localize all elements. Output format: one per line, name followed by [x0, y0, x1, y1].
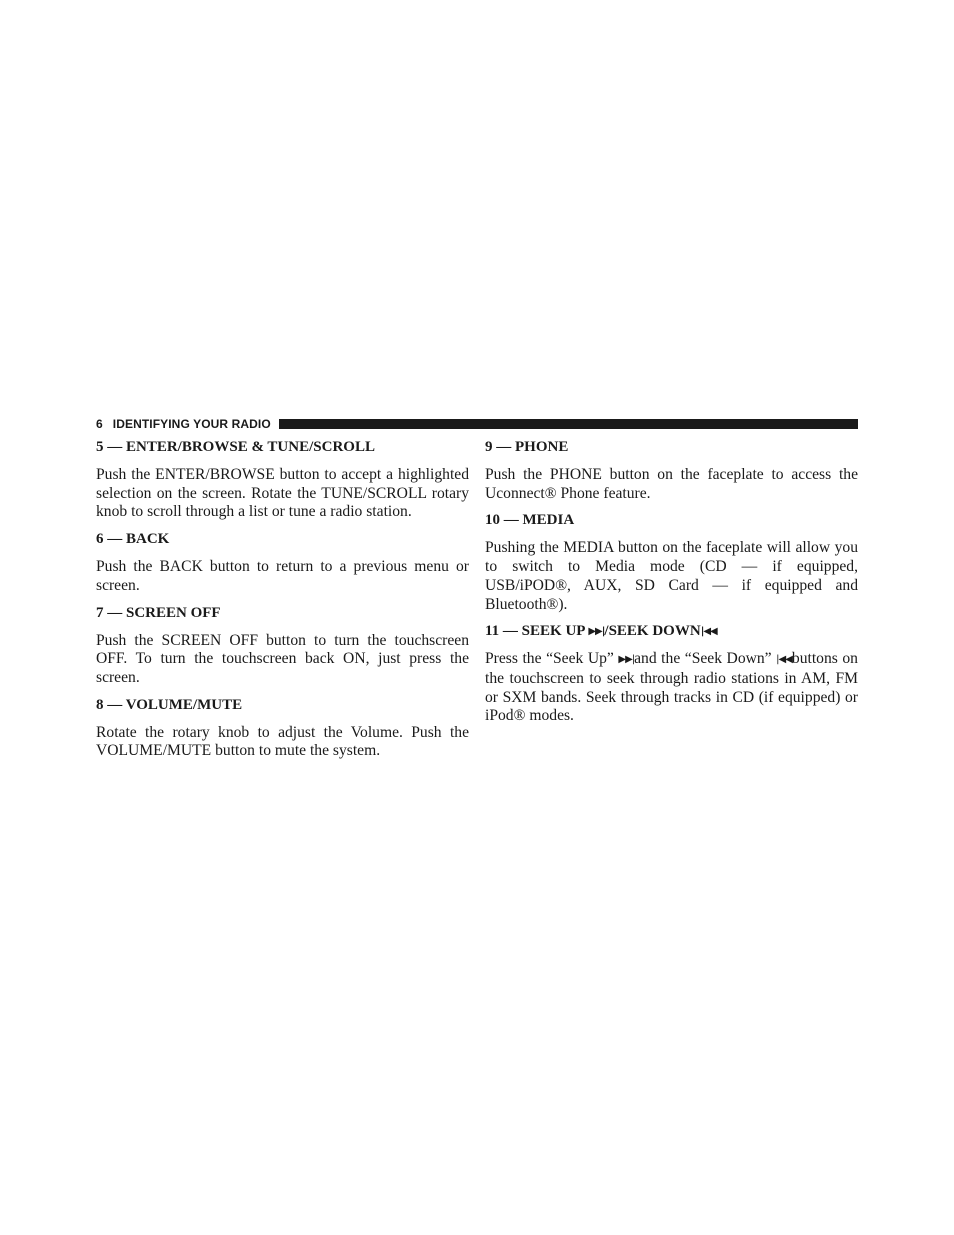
right-column: [485, 438, 858, 734]
section-heading-7: 7 — SCREEN OFF: [96, 604, 221, 621]
body-11-part1: Press the “Seek Up”: [485, 650, 614, 668]
section-heading-10: 10 — MEDIA: [485, 512, 575, 529]
section-body-7: Push the SCREEN OFF button to turn the touchscreen OFF. To turn the touchscreen back ON, just press the screen.: [96, 631, 469, 686]
section-heading-5: 5 — ENTER/BROWSE & TUNE/SCROLL: [96, 439, 375, 455]
section-body-11: [485, 650, 858, 726]
section-body-9: Push the PHONE button on the faceplate to access the Uconnect® Phone feature.: [485, 466, 858, 502]
section-heading-6: 6 — BACK: [96, 531, 170, 548]
running-title: IDENTIFYING YOUR RADIO: [112, 417, 271, 431]
body-11-part3: buttons on the touchscreen to seek through radio stations in AM, FM or SXM bands. Seek through tracks in CD (if equipped) or iPod® modes.: [485, 650, 858, 725]
section-body-5: Push the ENTER/BROWSE button to accept a highlighted selection on the screen. Rotate the TUNE/SCROLL rotary knob to scroll through a list or tune a radio station.: [96, 466, 469, 521]
section-body-8: Rotate the rotary knob to adjust the Volume. Push the VOLUME/MUTE button to mute the system.: [96, 723, 469, 760]
page-number: 6: [96, 417, 103, 431]
body-11-part2: and the “Seek Down”: [634, 650, 772, 668]
seek-down-icon: |◀◀: [700, 626, 717, 638]
section-body-6: Push the BACK button to return to a previous menu or screen.: [96, 558, 469, 594]
heading-11-part2: /SEEK DOWN: [604, 623, 701, 640]
section-heading-9: 9 — PHONE: [485, 439, 569, 455]
seek-up-icon: ▶▶|: [618, 654, 635, 666]
section-heading-8: 8 — VOLUME/MUTE: [96, 696, 243, 713]
seek-down-icon: |◀◀: [776, 654, 792, 666]
header-rule: [279, 419, 858, 429]
seek-up-icon: ▶▶|: [588, 626, 605, 638]
heading-11-part1: 11 — SEEK UP: [485, 623, 585, 640]
section-body-10: Pushing the MEDIA button on the faceplate will allow you to switch to Media mode (CD — if equipped, USB/iPOD®, AUX, SD Card — if equipped and Bluetooth®).: [485, 539, 858, 613]
section-heading-11: [485, 622, 858, 641]
page-header: [96, 416, 858, 432]
left-column: [96, 438, 469, 769]
